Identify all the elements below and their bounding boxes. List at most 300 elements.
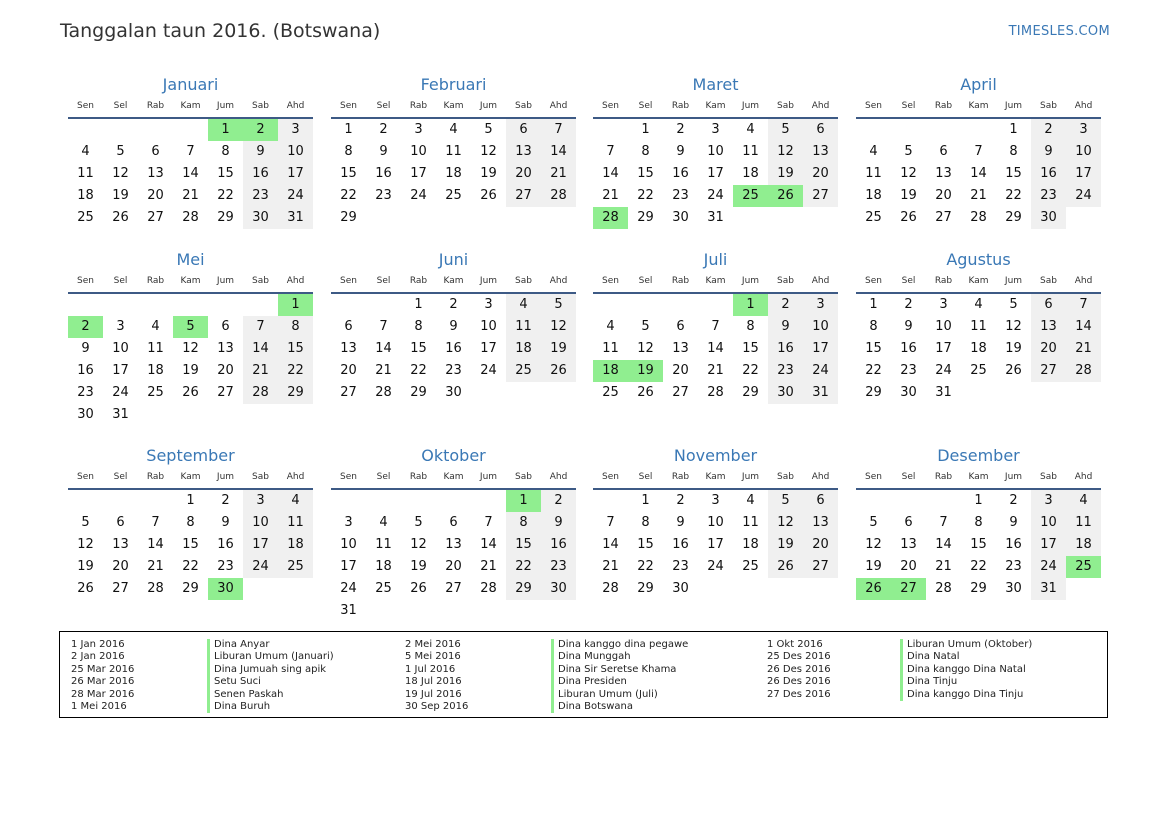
holiday-day: 28 [593,207,628,229]
week-row [331,382,576,404]
weekend-day: 10 [803,316,838,338]
week-row [331,534,576,556]
weekend-day: 3 [803,294,838,316]
weekend-day: 6 [1031,294,1066,316]
day-cell: 9 [676,144,685,159]
holiday-day: 18 [593,360,628,382]
weekday-label: Rab [409,101,428,111]
day-cell: 30 [672,210,689,225]
day-cell: 8 [641,144,650,159]
day-cell: 1 [344,122,353,137]
week-row [593,534,838,556]
week-row [593,556,838,578]
day-cell: 18 [77,188,94,203]
empty-cell [541,600,576,622]
day-cell: 28 [480,581,497,596]
day-cell: 12 [900,166,917,181]
week-row [593,360,838,382]
weekend-day: 6 [506,119,541,141]
day-cell: 26 [182,385,199,400]
weekday-label: Ahd [1074,472,1093,482]
week-row [856,338,1101,360]
week-row [593,185,838,207]
day-cell: 20 [900,559,917,574]
empty-cell [768,207,803,229]
day-cell: 17 [480,341,497,356]
empty-cell [471,490,506,512]
day-cell: 21 [707,363,724,378]
empty-cell [436,490,471,512]
day-cell: 9 [221,515,230,530]
weekend-day: 16 [541,534,576,556]
day-cell: 7 [939,515,948,530]
week-row [593,512,838,534]
empty-cell [436,600,471,622]
weekend-day: 18 [278,534,313,556]
empty-cell [331,294,366,316]
weekend-day: 19 [768,534,803,556]
day-cell: 18 [375,559,392,574]
weekend-day: 14 [243,338,278,360]
day-cell: 5 [641,319,650,334]
day-cell: 11 [970,319,987,334]
day-cell: 25 [77,210,94,225]
day-cell: 20 [147,188,164,203]
weekday-label: Rab [934,276,953,286]
empty-cell [996,382,1031,404]
day-cell: 21 [147,559,164,574]
empty-cell [926,490,961,512]
day-cell: 28 [602,581,619,596]
day-cell: 13 [147,166,164,181]
empty-cell [278,578,313,600]
weekday-label: Sel [113,101,128,111]
weekend-day: 10 [278,141,313,163]
weekday-label: Kam [180,276,201,286]
day-cell: 20 [445,559,462,574]
day-cell: 2 [221,493,230,508]
weekday-label: Ahd [811,472,830,482]
weekend-day: 3 [243,490,278,512]
empty-cell [593,119,628,141]
day-cell: 19 [480,166,497,181]
week-row [331,338,576,360]
holiday-name: Dina Sir Seretse Khama [551,664,688,676]
empty-cell [593,490,628,512]
day-cell: 7 [484,515,493,530]
day-cell: 17 [707,537,724,552]
holiday-name: Liburan Umum (Januari) [207,651,334,663]
day-cell: 11 [375,537,392,552]
holiday-date: 19 Jul 2016 [405,688,462,700]
week-row [331,207,576,229]
day-cell: 5 [414,515,423,530]
empty-cell [331,490,366,512]
weekend-day: 27 [803,185,838,207]
day-cell: 10 [410,144,427,159]
day-cell: 23 [672,188,689,203]
holiday-day: 26 [768,185,803,207]
day-cell: 4 [746,122,755,137]
weekend-day: 24 [1031,556,1066,578]
day-cell: 1 [974,493,983,508]
day-cell: 25 [970,363,987,378]
weekday-label: Kam [180,472,201,482]
weekend-day: 14 [1066,316,1101,338]
week-row [856,512,1101,534]
month-juni [331,249,576,404]
day-cell: 5 [904,144,913,159]
day-cell: 12 [77,537,94,552]
day-cell: 13 [672,341,689,356]
weekday-label: Sab [515,101,532,111]
empty-cell [366,207,401,229]
day-cell: 30 [1005,581,1022,596]
day-cell: 21 [602,559,619,574]
day-cell: 29 [217,210,234,225]
empty-cell [138,490,173,512]
holiday-name: Dina Tinju [900,676,1032,688]
holiday-date: 18 Jul 2016 [405,676,462,688]
week-row [593,490,838,512]
weekend-day: 2 [541,490,576,512]
weekday-header [68,96,313,119]
weekday-header [68,271,313,294]
day-cell: 10 [112,341,129,356]
weekend-day: 4 [506,294,541,316]
weekend-day: 30 [1031,207,1066,229]
weekend-day: 5 [541,294,576,316]
weekend-day: 20 [803,163,838,185]
day-cell: 16 [445,341,462,356]
month-name: Agustus [946,250,1011,269]
day-cell: 23 [375,188,392,203]
weekend-day: 30 [243,207,278,229]
empty-cell [961,119,996,141]
weekend-day: 13 [803,512,838,534]
empty-cell [471,207,506,229]
day-cell: 11 [865,166,882,181]
weekend-day: 4 [1066,490,1101,512]
weekend-day: 23 [541,556,576,578]
weekday-header [331,467,576,490]
day-cell: 26 [77,581,94,596]
day-cell: 24 [340,581,357,596]
weekday-label: Sen [340,472,357,482]
empty-cell [803,578,838,600]
day-cell: 5 [869,515,878,530]
weekday-label: Ahd [1074,276,1093,286]
day-cell: 29 [970,581,987,596]
day-cell: 15 [1005,166,1022,181]
day-cell: 21 [182,188,199,203]
day-cell: 4 [81,144,90,159]
weekday-label: Sab [252,276,269,286]
weekend-day: 24 [278,185,313,207]
month-november [593,445,838,600]
day-cell: 15 [637,537,654,552]
weekday-label: Kam [968,276,989,286]
empty-cell [471,382,506,404]
weekend-day: 7 [541,119,576,141]
day-cell: 3 [344,515,353,530]
week-row [856,382,1101,404]
month-name: April [960,75,997,94]
month-september [68,445,313,600]
day-cell: 30 [445,385,462,400]
day-cell: 16 [217,537,234,552]
day-cell: 15 [865,341,882,356]
holiday-name: Liburan Umum (Juli) [551,689,688,701]
site-link[interactable]: TIMESLES.COM [1008,24,1110,39]
day-cell: 29 [182,581,199,596]
day-cell: 25 [147,385,164,400]
day-cell: 5 [1009,297,1018,312]
weekend-day: 9 [541,512,576,534]
month-name: November [673,446,758,465]
week-row [856,578,1101,600]
day-cell: 15 [410,341,427,356]
weekday-label: Rab [934,101,953,111]
day-cell: 14 [935,537,952,552]
week-row [593,382,838,404]
day-cell: 31 [707,210,724,225]
empty-cell [891,490,926,512]
weekday-header [856,271,1101,294]
day-cell: 12 [865,537,882,552]
day-cell: 24 [707,188,724,203]
day-cell: 12 [637,341,654,356]
holiday-day: 27 [891,578,926,600]
day-cell: 8 [746,319,755,334]
weekend-day: 11 [506,316,541,338]
day-cell: 25 [742,559,759,574]
month-april [856,74,1101,229]
day-cell: 27 [935,210,952,225]
day-cell: 16 [375,166,392,181]
day-cell: 4 [869,144,878,159]
weekday-label: Sen [77,101,94,111]
day-cell: 12 [1005,319,1022,334]
day-cell: 5 [484,122,493,137]
weekday-header [593,271,838,294]
weekday-label: Sab [515,276,532,286]
day-cell: 18 [445,166,462,181]
empty-cell [138,119,173,141]
day-cell: 9 [81,341,90,356]
holiday-dates-column [767,639,831,701]
day-cell: 31 [112,407,129,422]
weekday-label: Kam [443,276,464,286]
weekend-day: 15 [506,534,541,556]
weekday-label: Sel [638,276,653,286]
weekday-label: Kam [443,101,464,111]
weekend-day: 28 [541,185,576,207]
day-cell: 11 [445,144,462,159]
day-cell: 8 [869,319,878,334]
day-cell: 2 [676,493,685,508]
day-cell: 8 [414,319,423,334]
day-cell: 24 [707,559,724,574]
weekday-label: Sab [777,472,794,482]
weekend-day: 2 [1031,119,1066,141]
weekend-day: 25 [506,360,541,382]
holiday-names-column [551,639,688,713]
empty-cell [856,119,891,141]
day-cell: 20 [672,363,689,378]
week-row [856,294,1101,316]
day-cell: 12 [480,144,497,159]
weekend-day: 23 [243,185,278,207]
day-cell: 5 [116,144,125,159]
weekend-day: 19 [541,338,576,360]
holiday-name: Dina Anyar [207,639,334,651]
week-row [68,382,313,404]
weekday-label: Ahd [1074,101,1093,111]
day-cell: 4 [746,493,755,508]
weekday-label: Sel [901,472,916,482]
day-cell: 26 [637,385,654,400]
weekday-header [593,467,838,490]
day-cell: 24 [112,385,129,400]
holiday-day: 25 [733,185,768,207]
weekend-day: 20 [1031,338,1066,360]
day-cell: 1 [641,493,650,508]
day-cell: 8 [344,144,353,159]
day-cell: 10 [340,537,357,552]
weekend-day: 27 [506,185,541,207]
weekend-day: 19 [768,163,803,185]
week-row [331,600,576,622]
month-name: Mei [176,250,205,269]
holiday-day: 1 [506,490,541,512]
weekday-label: Rab [671,101,690,111]
weekend-day: 7 [1066,294,1101,316]
week-row [331,512,576,534]
weekday-label: Sen [340,276,357,286]
month-name: Desember [937,446,1020,465]
empty-cell [1031,382,1066,404]
day-cell: 9 [1009,515,1018,530]
week-row [68,534,313,556]
weekend-day: 26 [768,556,803,578]
weekday-label: Sel [901,101,916,111]
day-cell: 19 [112,188,129,203]
week-row [856,119,1101,141]
weekend-day: 30 [541,578,576,600]
weekday-label: Jum [479,472,498,482]
holiday-day: 30 [208,578,243,600]
empty-cell [1066,207,1101,229]
day-cell: 31 [340,603,357,618]
weekday-label: Sen [602,472,619,482]
weekend-day: 17 [1031,534,1066,556]
holiday-dates-column [405,639,468,713]
holiday-name: Dina Jumuah sing apik [207,664,334,676]
week-row [593,578,838,600]
holiday-date: 27 Des 2016 [767,688,831,700]
day-cell: 7 [606,144,615,159]
month-name: Februari [420,75,487,94]
week-row [593,141,838,163]
week-row [856,360,1101,382]
empty-cell [1066,382,1101,404]
day-cell: 2 [379,122,388,137]
month-juli [593,249,838,404]
day-cell: 6 [116,515,125,530]
weekday-label: Ahd [811,101,830,111]
day-cell: 19 [900,188,917,203]
day-cell: 29 [865,385,882,400]
holiday-date: 28 Mar 2016 [71,688,135,700]
holiday-day: 5 [173,316,208,338]
empty-cell [541,382,576,404]
day-cell: 6 [344,319,353,334]
day-cell: 18 [865,188,882,203]
weekday-header [593,96,838,119]
weekday-label: Sab [777,276,794,286]
day-cell: 9 [379,144,388,159]
weekday-label: Sab [252,101,269,111]
day-cell: 3 [711,493,720,508]
weekday-label: Ahd [549,472,568,482]
empty-cell [698,578,733,600]
day-cell: 4 [974,297,983,312]
week-row [856,163,1101,185]
empty-cell [506,382,541,404]
day-cell: 25 [602,385,619,400]
weekday-label: Sel [376,101,391,111]
weekend-day: 10 [243,512,278,534]
holiday-name: Setu Suci [207,676,334,688]
empty-cell [208,404,243,426]
day-cell: 2 [449,297,458,312]
weekday-label: Sab [515,472,532,482]
weekday-label: Sab [1040,472,1057,482]
day-cell: 17 [112,363,129,378]
day-cell: 16 [672,166,689,181]
day-cell: 18 [742,537,759,552]
weekend-day: 23 [768,360,803,382]
empty-cell [208,294,243,316]
day-cell: 10 [707,144,724,159]
weekday-label: Ahd [286,472,305,482]
weekday-label: Sen [602,276,619,286]
week-row [68,360,313,382]
weekend-day: 17 [278,163,313,185]
empty-cell [173,404,208,426]
day-cell: 9 [904,319,913,334]
month-name: Juli [703,250,728,269]
week-row [331,141,576,163]
weekend-day: 24 [1066,185,1101,207]
weekday-label: Jum [479,101,498,111]
weekday-label: Kam [180,101,201,111]
weekend-day: 27 [803,556,838,578]
day-cell: 30 [77,407,94,422]
weekend-day: 28 [243,382,278,404]
week-row [331,490,576,512]
weekend-day: 21 [1066,338,1101,360]
empty-cell [103,119,138,141]
weekend-day: 7 [243,316,278,338]
weekday-label: Sen [602,101,619,111]
weekday-label: Rab [934,472,953,482]
week-row [593,316,838,338]
week-row [331,119,576,141]
day-cell: 5 [81,515,90,530]
holiday-day: 19 [628,360,663,382]
